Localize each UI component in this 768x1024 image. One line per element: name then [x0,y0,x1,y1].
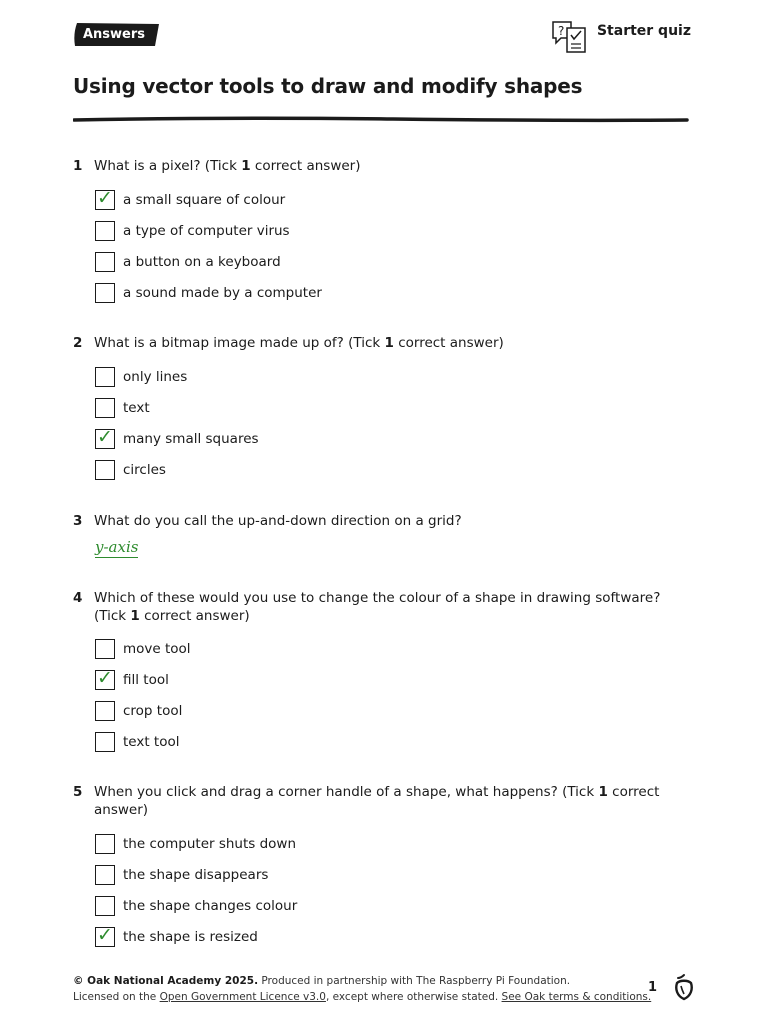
question-prompt: What is a pixel? (Tick 1 correct answer) [94,158,361,174]
checkbox[interactable] [95,701,115,721]
question-number: 3 [73,513,83,529]
licensed-on-text: Licensed on the [73,991,157,1003]
answers-badge [73,22,159,47]
option-label: text [123,400,150,416]
licence-link[interactable]: Open Government Licence v3.0 [159,991,326,1003]
question-number: 4 [73,590,83,606]
checkbox[interactable] [95,367,115,387]
option-label: crop tool [123,703,183,719]
option-label: the shape disappears [123,867,269,883]
checkbox[interactable] [95,865,115,885]
tick-mark-icon: ✓ [97,924,113,946]
question-prompt: When you click and drag a corner handle of a shape, what happens? (Tick 1 correct answer) [94,784,660,818]
checkbox[interactable] [95,732,115,752]
question-number: 5 [73,784,83,800]
quiz-type [557,20,691,42]
checkbox[interactable] [95,460,115,480]
copyright: © Oak National Academy 2025. [73,975,259,987]
footer [73,973,651,1005]
option-label: a small square of colour [123,192,286,208]
except-text: , except where otherwise stated. [325,991,499,1003]
terms-link[interactable]: See Oak terms & conditions. [501,991,652,1003]
footer-line-2 [73,989,651,1005]
page-number: 1 [648,980,658,995]
option-label: only lines [123,369,188,385]
question-prompt: What do you call the up-and-down direction on a grid? [94,513,462,529]
option-label: a type of computer virus [123,223,290,239]
option-label: many small squares [123,431,259,447]
option-label: the shape changes colour [123,898,298,914]
written-answer: y-axis [95,538,139,556]
title-underline [73,115,689,125]
quiz-type-label: Starter quiz [596,23,691,39]
option-label: the computer shuts down [123,836,297,852]
question-prompt: Which of these would you use to change the colour of a shape in drawing software? (Tick 1 correct answer) [94,590,661,624]
checkbox[interactable] [95,398,115,418]
option-label: move tool [123,641,191,657]
question-prompt: What is a bitmap image made up of? (Tick 1 correct answer) [94,335,504,351]
option-label: the shape is resized [123,929,258,945]
option-label: fill tool [123,672,169,688]
footer-line-1 [73,973,651,989]
svg-text:?: ? [557,24,565,38]
option-label: a sound made by a computer [123,285,322,301]
partnership-text: Produced in partnership with The Raspberry Pi Foundation. [261,975,571,987]
question-3 [73,512,683,530]
checkbox[interactable] [95,639,115,659]
option-label: text tool [123,734,180,750]
oak-acorn-logo-icon [672,972,696,1002]
badge-label: Answers [82,27,146,42]
question-number: 2 [73,335,83,351]
question-number: 1 [73,158,83,174]
option-label: circles [123,462,166,478]
option-label: a button on a keyboard [123,254,281,270]
question-4 [73,589,683,625]
checkbox[interactable] [95,221,115,241]
question-2 [73,334,683,352]
tick-mark-icon: ✓ [97,426,113,448]
question-1 [73,157,683,175]
checkbox[interactable] [95,283,115,303]
checkbox[interactable] [95,252,115,272]
tick-mark-icon: ✓ [97,187,113,209]
checkbox[interactable] [95,834,115,854]
checkbox[interactable] [95,896,115,916]
page-title: Using vector tools to draw and modify shapes [73,74,583,98]
question-sheet-icon [551,20,589,54]
tick-mark-icon: ✓ [97,667,113,689]
question-5 [73,783,683,819]
